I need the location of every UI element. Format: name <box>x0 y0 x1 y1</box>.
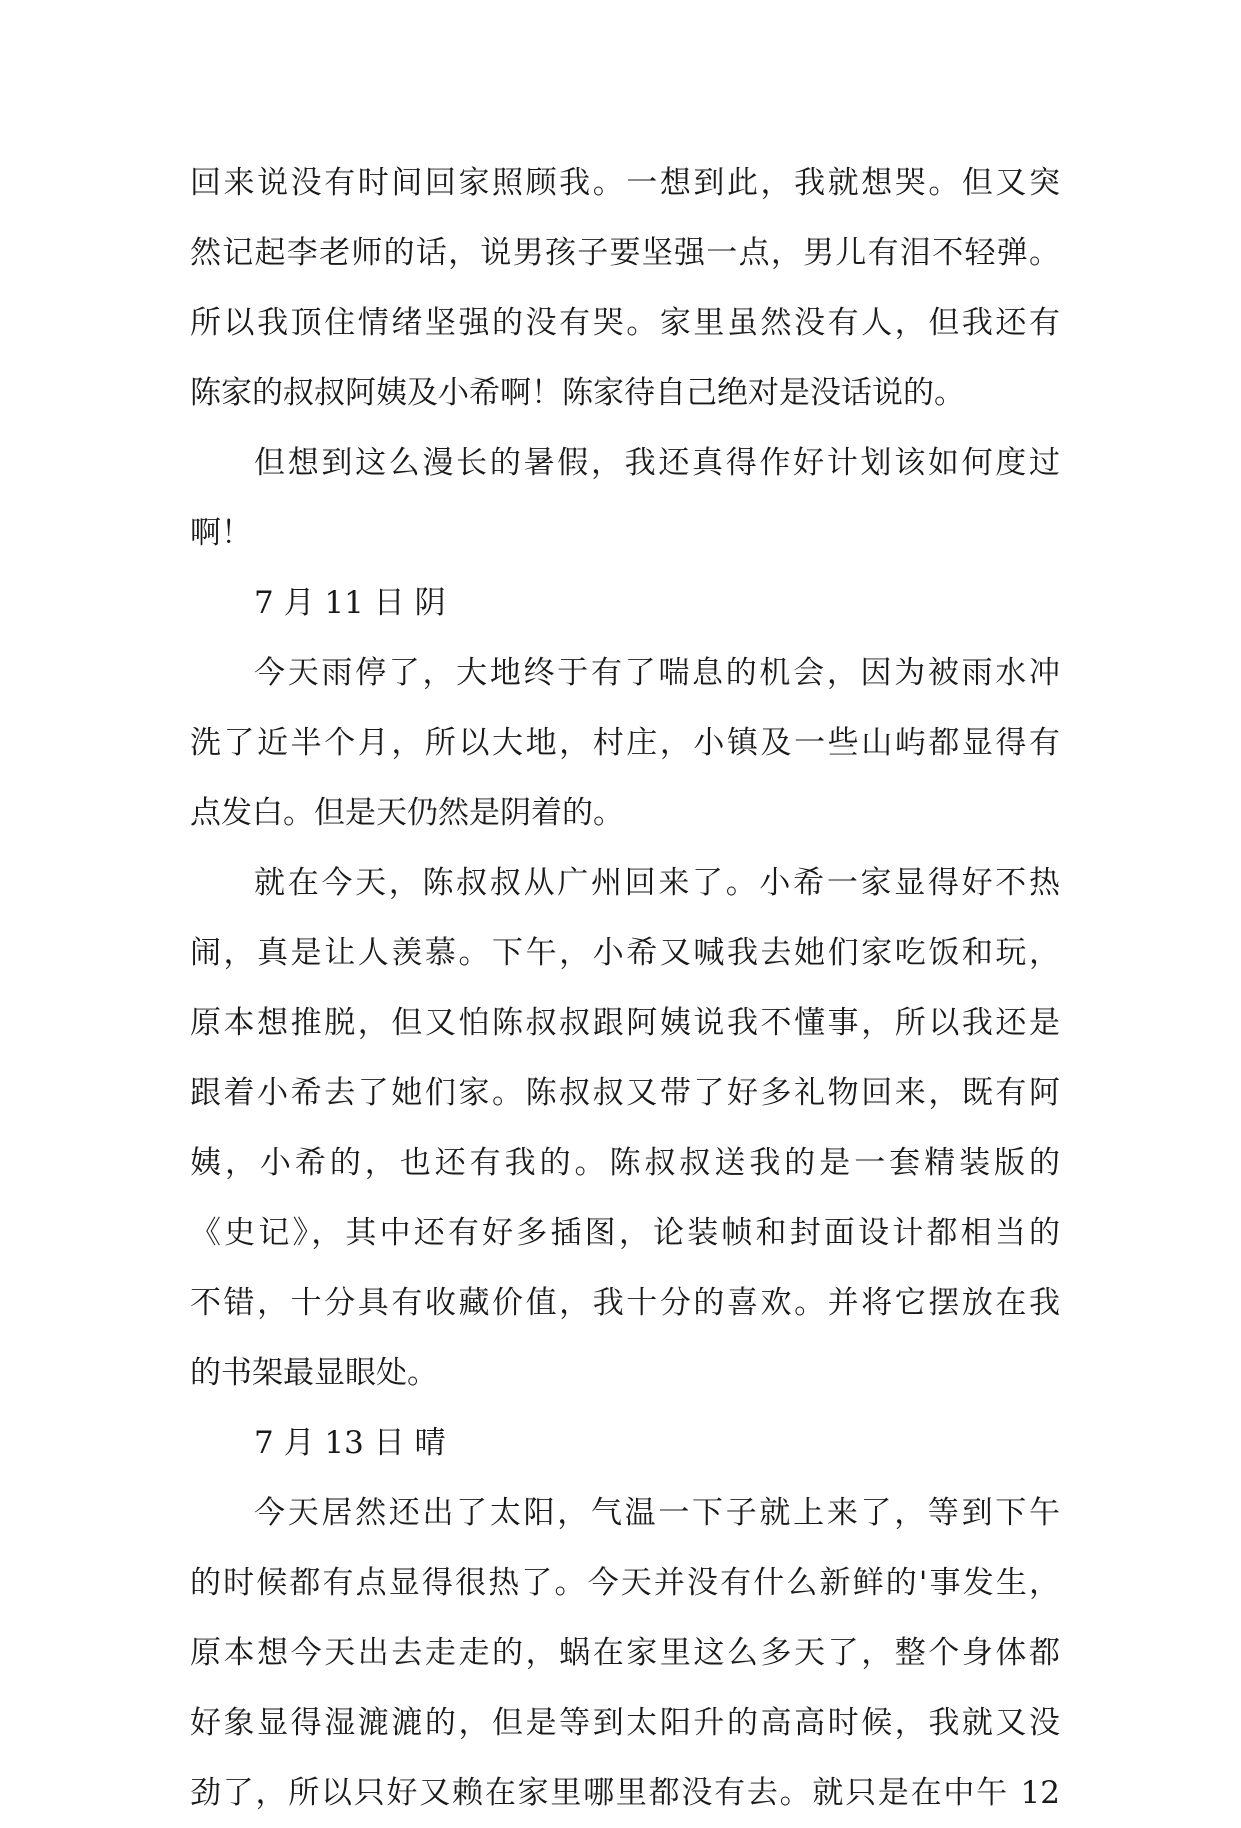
text-line: 洗了近半个月，所以大地，村庄，小镇及一些山屿都显得有 <box>190 725 1060 761</box>
text-line: 闹，真是让人羡慕。下午，小希又喊我去她们家吃饭和玩， <box>190 935 1060 971</box>
paragraph-start: 今天雨停了，大地终于有了喘息的机会，因为被雨水冲 <box>254 655 1060 691</box>
text-line: 所以我顶住情绪坚强的没有哭。家里虽然没有人，但我还有 <box>190 305 1060 341</box>
text-line: 陈家的叔叔阿姨及小希啊！陈家待自己绝对是没话说的。 <box>190 375 965 411</box>
text-line: 然记起李老师的话，说男孩子要坚强一点，男儿有泪不轻弹。 <box>190 235 1060 271</box>
text-line: 好象显得湿漉漉的，但是等到太阳升的高高时候，我就又没 <box>190 1705 1060 1741</box>
diary-date-heading: 7 月 13 日 晴 <box>254 1425 446 1461</box>
text-line: 的书架最显眼处。 <box>190 1355 438 1391</box>
text-line: 原本想今天出去走走的，蜗在家里这么多天了，整个身体都 <box>190 1635 1060 1671</box>
paragraph-start: 今天居然还出了太阳，气温一下子就上来了，等到下午 <box>254 1495 1060 1531</box>
text-line: 的时候都有点显得很热了。今天并没有什么新鲜的'事发生， <box>190 1565 1060 1601</box>
text-line: 啊！ <box>190 515 252 551</box>
text-line: 《史记》，其中还有好多插图，论装帧和封面设计都相当的 <box>190 1215 1060 1251</box>
diary-date-heading: 7 月 11 日 阴 <box>254 585 446 621</box>
text-line: 跟着小希去了她们家。陈叔叔又带了好多礼物回来，既有阿 <box>190 1075 1060 1111</box>
diary-text <box>190 148 1060 1828</box>
paragraph-start: 就在今天，陈叔叔从广州回来了。小希一家显得好不热 <box>254 865 1060 901</box>
text-line: 点发白。但是天仍然是阴着的。 <box>190 795 624 831</box>
text-line: 姨，小希的，也还有我的。陈叔叔送我的是一套精装版的 <box>190 1145 1060 1181</box>
text-line: 劲了，所以只好又赖在家里哪里都没有去。就只是在中午 12 <box>190 1775 1060 1811</box>
text-line: 不错，十分具有收藏价值，我十分的喜欢。并将它摆放在我 <box>190 1285 1060 1321</box>
text-line: 回来说没有时间回家照顾我。一想到此，我就想哭。但又突 <box>190 165 1060 201</box>
text-line: 原本想推脱，但又怕陈叔叔跟阿姨说我不懂事，所以我还是 <box>190 1005 1060 1041</box>
paragraph-start: 但想到这么漫长的暑假，我还真得作好计划该如何度过 <box>254 445 1060 481</box>
